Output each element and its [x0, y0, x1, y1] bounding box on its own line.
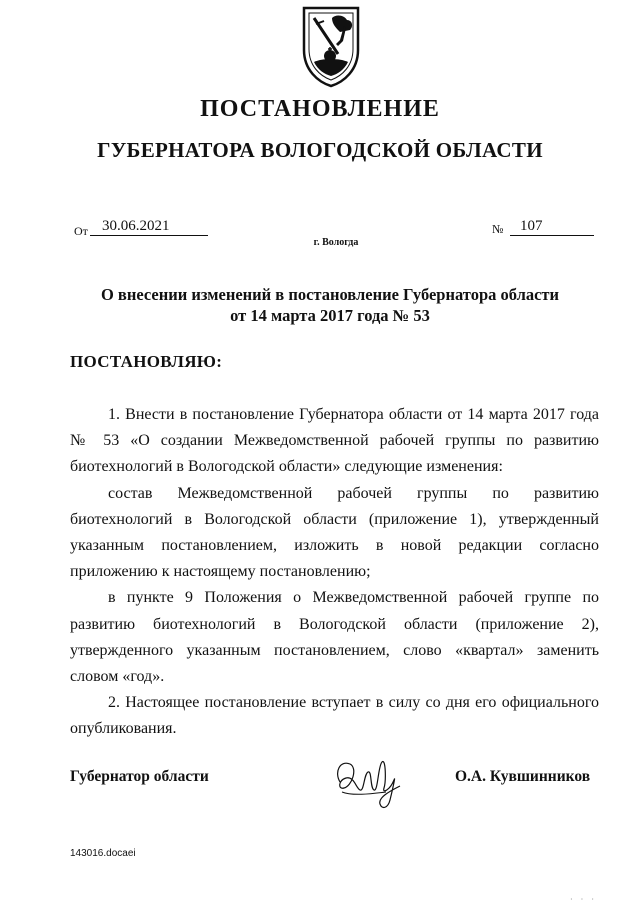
paragraph-3: в пункте 9 Положения о Межведомственной рабочей группе по развитию биотехнологий в Вологодской области (приложение 2), утвержденного указанным постановлением, слово «квартал» заменить словом «год».	[70, 589, 599, 686]
corner-marks: · · ·	[570, 895, 597, 904]
subject-line-2: от 14 марта 2017 года № 53	[230, 306, 430, 325]
document-date: 30.06.2021	[90, 218, 208, 236]
paragraph-4: 2. Настоящее постановление вступает в силу со дня его официального опубликования.	[70, 694, 599, 738]
signatory-position: Губернатор области	[70, 768, 209, 785]
city-label: г. Вологда	[313, 237, 359, 248]
file-name: 143016.docaei	[70, 848, 136, 859]
coat-of-arms-icon	[300, 4, 362, 88]
document-title: ПОСТАНОВЛЕНИЕ	[200, 96, 440, 122]
paragraph-1: 1. Внести в постановление Губернатора области от 14 марта 2017 года № 53 «О создании Межведомственной рабочей группы по развитию биотехнологий в Вологодской области» следующие изменения:	[70, 406, 599, 476]
number-prefix: №	[492, 222, 504, 236]
subject-line-1: О внесении изменений в постановление Губернатора области	[100, 285, 560, 304]
document-body	[70, 402, 599, 743]
decree-heading: ПОСТАНОВЛЯЮ:	[70, 352, 223, 371]
handwritten-signature-icon	[330, 752, 406, 812]
document-subject	[80, 284, 580, 326]
paragraph-2: состав Межведомственной рабочей группы по развитию биотехнологий в Вологодской области (приложение 1), утвержденный указанным постановлением, изложить в новой редакции согласно приложению к настоящему постановлению;	[70, 484, 599, 581]
signatory-name: О.А. Кувшинников	[455, 768, 591, 785]
document-number: 107	[510, 218, 594, 236]
date-prefix: От	[74, 224, 88, 238]
document-subtitle: ГУБЕРНАТОРА ВОЛОГОДСКОЙ ОБЛАСТИ	[97, 138, 543, 162]
